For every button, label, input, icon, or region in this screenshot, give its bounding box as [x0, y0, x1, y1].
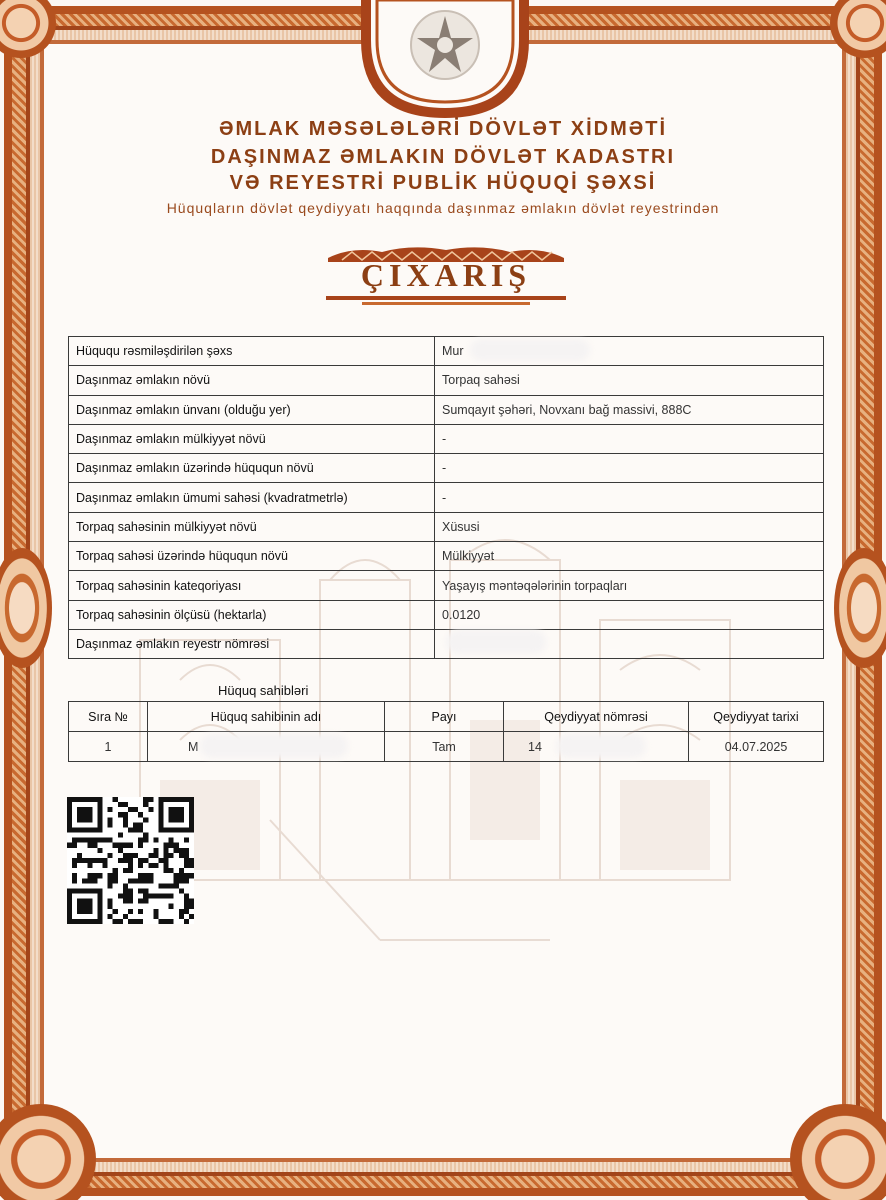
owner-registration-number: 14 — [504, 732, 689, 762]
redacted-area — [556, 734, 646, 758]
owner-number: 1 — [69, 732, 148, 762]
table-row — [69, 600, 824, 629]
redacted-area — [200, 734, 348, 758]
table-row — [69, 542, 824, 571]
header-line-1: ƏMLAK MƏSƏLƏLƏRİ DÖVLƏT XİDMƏTİ — [218, 118, 668, 140]
table-row — [69, 483, 824, 512]
owner-name: M — [148, 732, 385, 762]
table-row — [69, 454, 824, 483]
document-title: ÇIXARIŞ — [360, 257, 532, 293]
header-line-3: VƏ REYESTRİ PUBLİK HÜQUQİ ŞƏXSİ — [229, 172, 657, 194]
field-value: - — [435, 424, 824, 453]
redacted-area — [470, 339, 590, 361]
field-value: - — [435, 483, 824, 512]
field-value: Sumqayıt şəhəri, Novxanı bağ massivi, 888C — [435, 395, 824, 424]
header-line-2: DAŞINMAZ ƏMLAKIN DÖVLƏT KADASTRI — [210, 146, 676, 168]
field-label: Daşınmaz əmlakın mülkiyyət növü — [69, 424, 435, 453]
field-value: 0.0120 — [435, 600, 824, 629]
field-label: Torpaq sahəsinin ölçüsü (hektarla) — [69, 600, 435, 629]
field-label: Torpaq sahəsinin kateqoriyası — [69, 571, 435, 600]
field-label: Torpaq sahəsi üzərində hüququn növü — [69, 542, 435, 571]
qr-code[interactable] — [67, 797, 194, 924]
field-label: Daşınmaz əmlakın üzərində hüququn növü — [69, 454, 435, 483]
field-label: Daşınmaz əmlakın ünvanı (olduğu yer) — [69, 395, 435, 424]
owners-section-title: Hüquq sahibləri — [218, 683, 309, 698]
field-value: Mur — [435, 337, 824, 366]
owners-header-row — [69, 702, 824, 732]
field-label: Hüququ rəsmiləşdirilən şəxs — [69, 337, 435, 366]
table-row — [69, 366, 824, 395]
field-label: Daşınmaz əmlakın növü — [69, 366, 435, 395]
table-row — [69, 571, 824, 600]
state-emblem — [361, 0, 529, 118]
owners-table — [68, 701, 824, 762]
side-rosette-ornament — [834, 548, 886, 668]
owner-share: Tam — [385, 732, 504, 762]
table-row — [69, 512, 824, 541]
table-row — [69, 732, 824, 762]
table-row — [69, 395, 824, 424]
field-value: Mülkiyyət — [435, 542, 824, 571]
redacted-area — [446, 630, 546, 654]
column-header: Qeydiyyat tarixi — [689, 702, 824, 732]
field-label: Daşınmaz əmlakın ümumi sahəsi (kvadratmetrlə) — [69, 483, 435, 512]
column-header: Sıra № — [69, 702, 148, 732]
table-row — [69, 337, 824, 366]
field-label: Torpaq sahəsinin mülkiyyət növü — [69, 512, 435, 541]
field-value: Yaşayış məntəqələrinin torpaqları — [435, 571, 824, 600]
field-value: Torpaq sahəsi — [435, 366, 824, 395]
field-value: - — [435, 454, 824, 483]
document-title-banner — [322, 244, 570, 308]
field-value: Xüsusi — [435, 512, 824, 541]
field-label: Daşınmaz əmlakın reyestr nömrəsi — [69, 629, 435, 658]
property-info-table — [68, 336, 824, 659]
column-header: Qeydiyyat nömrəsi — [504, 702, 689, 732]
owner-registration-date: 04.07.2025 — [689, 732, 824, 762]
column-header: Payı — [385, 702, 504, 732]
header-subtitle: Hüquqların dövlət qeydiyyatı haqqında daşınmaz əmlakın dövlət reyestrindən — [166, 200, 720, 216]
table-row — [69, 424, 824, 453]
column-header: Hüquq sahibinin adı — [148, 702, 385, 732]
